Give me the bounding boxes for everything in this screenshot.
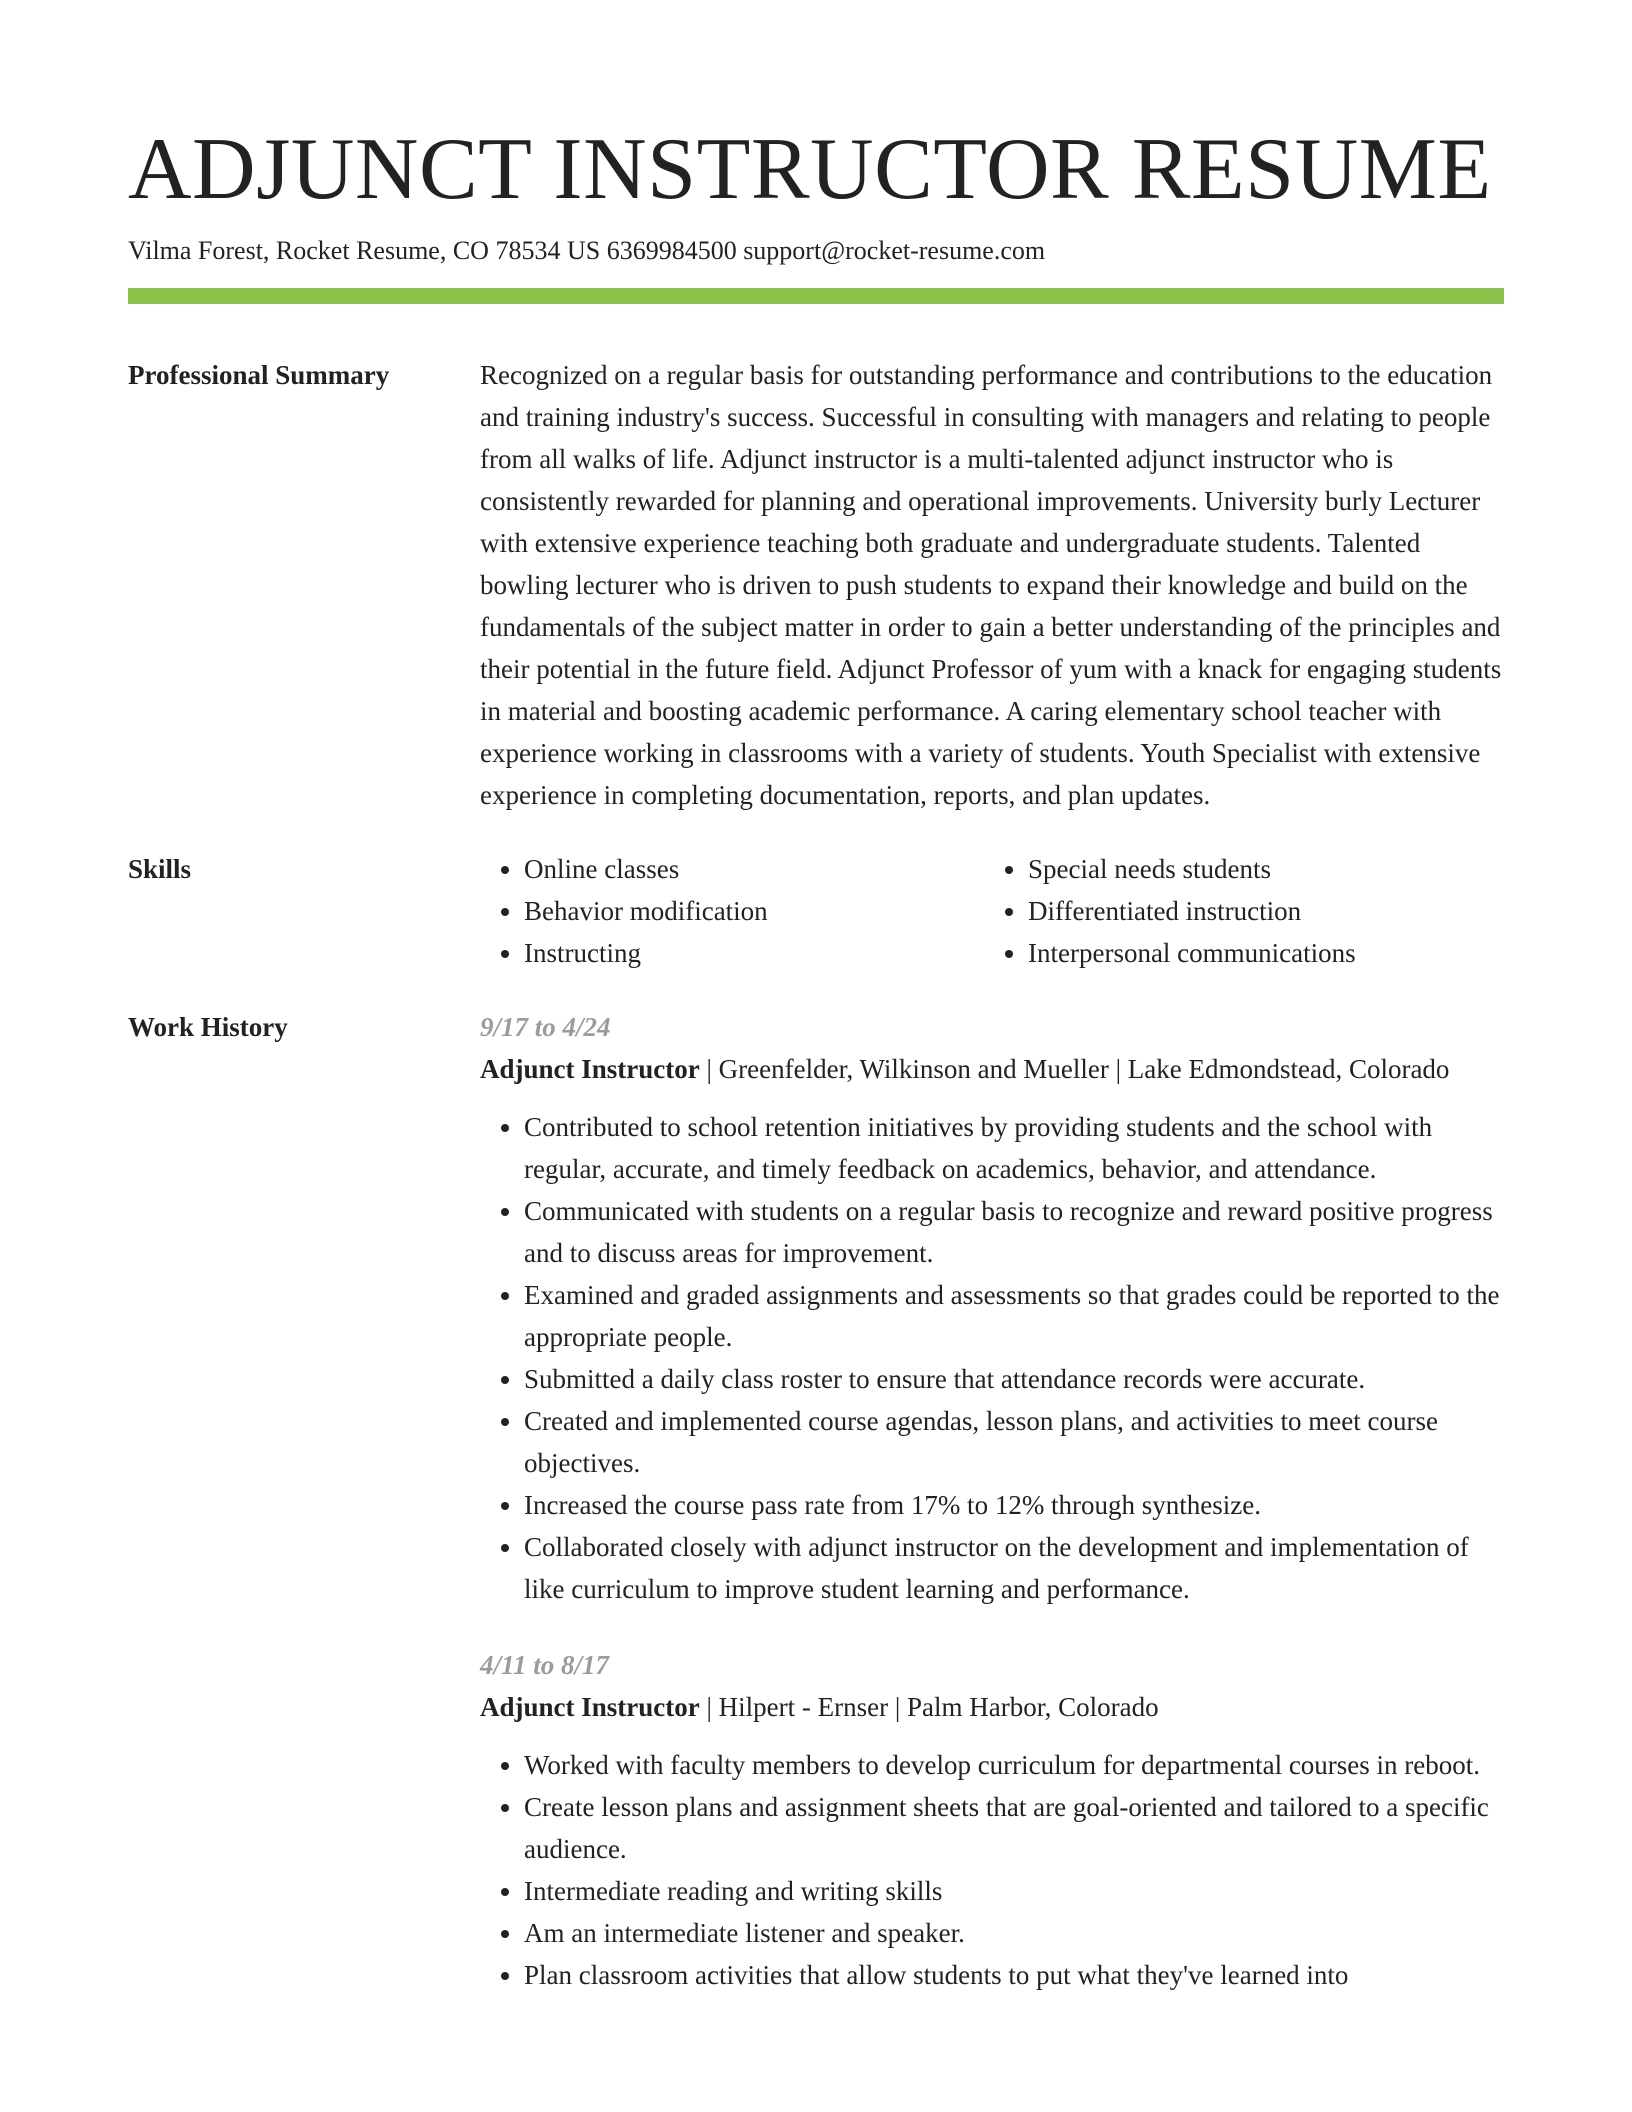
job-heading: [480, 1048, 1504, 1090]
job-dates: 9/17 to 4/24: [480, 1012, 611, 1042]
duty-item: • Submitted a daily class roster to ensure that attendance records were accurate.: [524, 1358, 1504, 1400]
accent-divider: [128, 288, 1504, 304]
skills-section: [128, 848, 1504, 974]
skills-grid: [480, 848, 1504, 974]
work-history-section: [128, 1006, 1504, 1996]
duty-item: • Communicated with students on a regular basis to recognize and reward positive progress and to discuss areas for improvement.: [524, 1190, 1504, 1274]
skills-list-right: [984, 848, 1488, 974]
duty-item: • Examined and graded assignments and assessments so that grades could be reported to the appropriate people.: [524, 1274, 1504, 1358]
skills-list-left: [480, 848, 984, 974]
section-label-work-history: Work History: [128, 1012, 288, 1042]
professional-summary-section: [128, 354, 1504, 816]
duty-item: • Increased the course pass rate from 17% to 12% through synthesize.: [524, 1484, 1504, 1526]
job-title: Adjunct Instructor: [480, 1692, 700, 1722]
skill-item: • Online classes: [524, 848, 984, 890]
job-entry: [480, 1644, 1504, 1996]
job-title: Adjunct Instructor: [480, 1054, 700, 1084]
summary-text: Recognized on a regular basis for outstanding performance and contributions to the education and training industry's success. Successful in consulting with managers and relating to people from all walks of life. Adjunct instructor is a multi-talented adjunct instructor who is consistently rewarded for planning and operational improvements. University burly Lecturer with extensive experience teaching both graduate and undergraduate students. Talented bowling lecturer who is driven to push students to expand their knowledge and build on the fundamentals of the subject matter in order to gain a better understanding of the principles and their potential in the future field. Adjunct Professor of yum with a knack for engaging students in material and boosting academic performance. A caring elementary school teacher with experience working in classrooms with a variety of students. Youth Specialist with extensive experience in completing documentation, reports, and plan updates.: [480, 360, 1502, 810]
skill-item: • Differentiated instruction: [1028, 890, 1488, 932]
duty-item: • Plan classroom activities that allow students to put what they've learned into: [524, 1954, 1504, 1996]
job-heading: [480, 1686, 1504, 1728]
duty-item: • Worked with faculty members to develop curriculum for departmental courses in reboot.: [524, 1744, 1504, 1786]
resume-page: [128, 118, 1504, 1996]
job-employer-location: | Hilpert - Ernser | Palm Harbor, Colorado: [699, 1692, 1159, 1722]
duty-item: • Collaborated closely with adjunct instructor on the development and implementation of like curriculum to improve student learning and performance.: [524, 1526, 1504, 1610]
duty-item: • Contributed to school retention initiatives by providing students and the school with regular, accurate, and timely feedback on academics, behavior, and attendance.: [524, 1106, 1504, 1190]
job-duties-list: [480, 1744, 1504, 1996]
duty-item: • Create lesson plans and assignment sheets that are goal-oriented and tailored to a specific audience.: [524, 1786, 1504, 1870]
duty-item: • Intermediate reading and writing skills: [524, 1870, 1504, 1912]
skill-item: • Behavior modification: [524, 890, 984, 932]
duty-item: • Am an intermediate listener and speaker.: [524, 1912, 1504, 1954]
job-duties-list: [480, 1106, 1504, 1610]
section-label-skills: Skills: [128, 854, 192, 884]
job-employer-location: | Greenfelder, Wilkinson and Mueller | Lake Edmondstead, Colorado: [699, 1054, 1450, 1084]
job-dates: 4/11 to 8/17: [480, 1650, 610, 1680]
skill-item: • Instructing: [524, 932, 984, 974]
skill-item: • Special needs students: [1028, 848, 1488, 890]
section-label-summary: Professional Summary: [128, 360, 390, 390]
duty-item: • Created and implemented course agendas, lesson plans, and activities to meet course objectives.: [524, 1400, 1504, 1484]
skill-item: • Interpersonal communications: [1028, 932, 1488, 974]
resume-title: ADJUNCT INSTRUCTOR RESUME: [128, 121, 1492, 218]
contact-line: Vilma Forest, Rocket Resume, CO 78534 US 6369984500 support@rocket-resume.com: [128, 236, 1046, 265]
job-entry: [480, 1006, 1504, 1610]
